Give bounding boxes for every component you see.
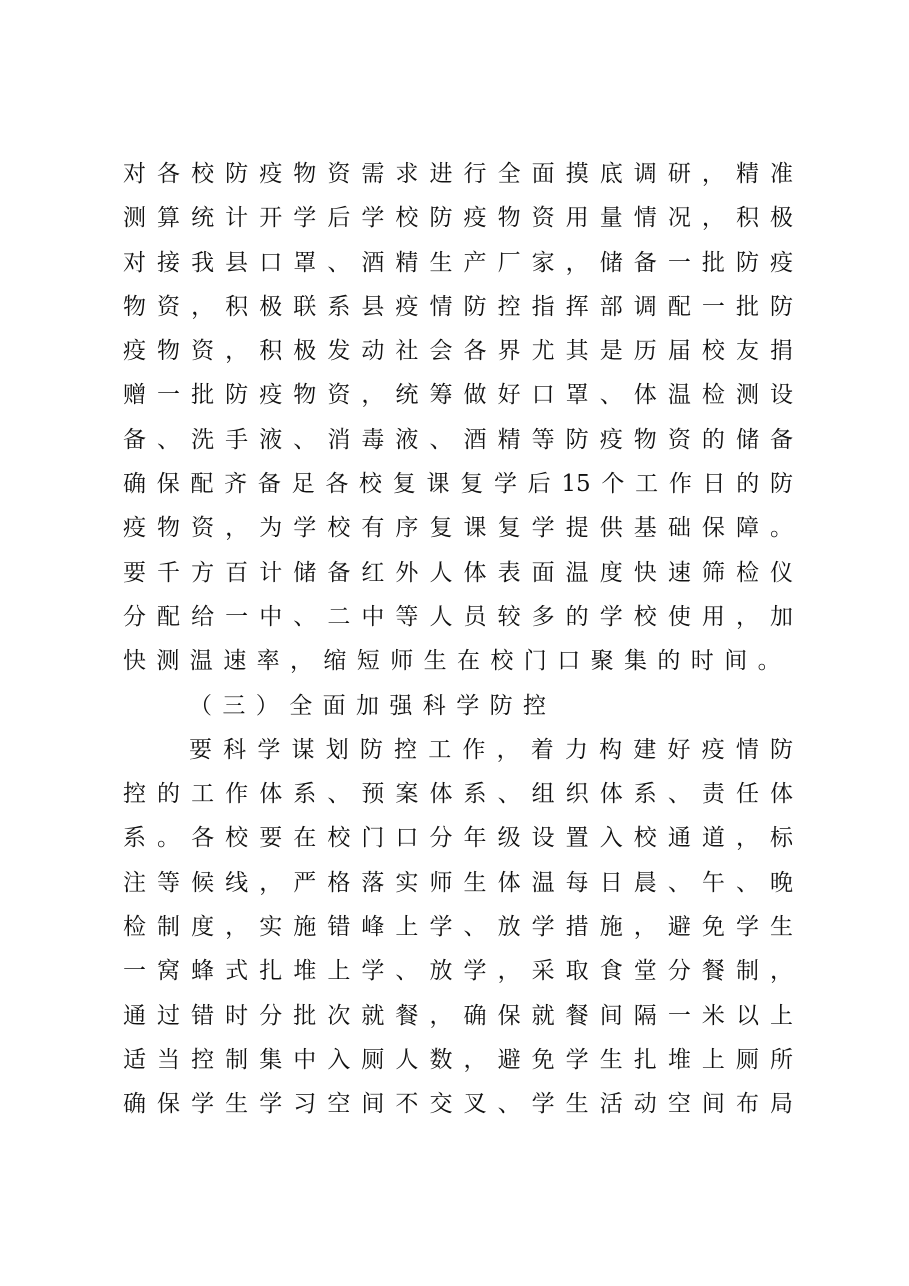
text-line: 确保学生学习空间不交叉、学生活动空间布局 <box>123 1091 793 1118</box>
text-line: 一窝蜂式扎堆上学、放学，采取食堂分餐制， <box>123 958 793 985</box>
text-line: 测算统计开学后学校防疫物资用量情况，积极 <box>123 205 793 232</box>
text-line: 分配给一中、二中等人员较多的学校使用，加 <box>123 603 793 630</box>
text-line: 对各校防疫物资需求进行全面摸底调研，精准 <box>123 161 793 187</box>
text-line: 对接我县口罩、酒精生产厂家，储备一批防疫 <box>123 249 793 276</box>
text-line: 通过错时分批次就餐，确保就餐间隔一米以上 <box>123 1002 793 1029</box>
text-line: 系。各校要在校门口分年级设置入校通道，标 <box>123 825 793 852</box>
text-line: 注等候线，严格落实师生体温每日晨、午、晚 <box>123 869 793 896</box>
text-line: 确保配齐备足各校复课复学后15个工作日的防 <box>123 471 793 498</box>
text-line: 检制度，实施错峰上学、放学措施，避免学生 <box>123 914 793 941</box>
text-line: 备、洗手液、消毒液、酒精等防疫物资的储备 <box>123 426 793 453</box>
body-text <box>123 152 793 1127</box>
text-line: 疫物资，为学校有序复课复学提供基础保障。 <box>123 515 793 542</box>
text-line: 要科学谋划防控工作，着力构建好疫情防 <box>189 736 793 763</box>
text-line: 赠一批防疫物资，统筹做好口罩、体温检测设 <box>123 382 793 409</box>
text-line: 快测温速率，缩短师生在校门口聚集的时间。 <box>123 648 791 675</box>
text-line: 疫物资，积极发动社会各界尤其是历届校友捐 <box>123 338 793 365</box>
text-line: 控的工作体系、预案体系、组织体系、责任体 <box>123 781 793 808</box>
text-line: 要千方百计储备红外人体表面温度快速筛检仪 <box>123 559 793 586</box>
section-heading: （三）全面加强科学防控 <box>189 692 557 719</box>
text-line: 适当控制集中入厕人数，避免学生扎堆上厕所 <box>123 1046 793 1073</box>
text-line: 物资，积极联系县疫情防控指挥部调配一批防 <box>123 293 793 320</box>
